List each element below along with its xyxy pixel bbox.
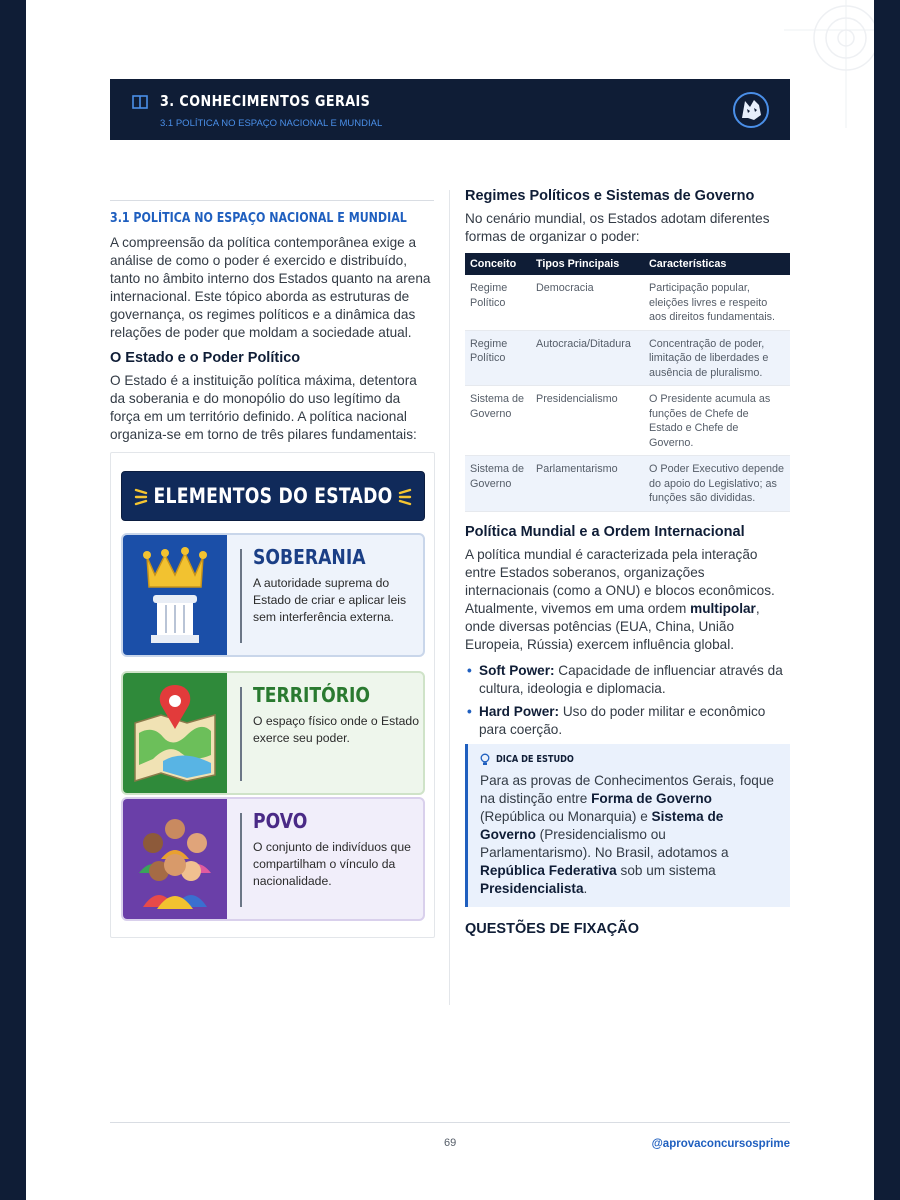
body-paragraph: O Estado é a instituição política máxima, detentora da soberania e do monopólio do uso legítimo da força em um território definido. A política nacional organiza-se em torno de três pilares fundamentais: — [110, 373, 417, 442]
wolf-logo-icon — [732, 91, 770, 129]
crown-column-icon — [123, 535, 227, 655]
table-row — [465, 330, 790, 386]
bold-term: multipolar — [690, 600, 756, 616]
table-cell: Sistema de Governo — [465, 386, 531, 456]
chevron-left-icon — [398, 486, 412, 508]
table-cell: Democracia — [531, 275, 644, 330]
table-header: Características — [644, 253, 790, 275]
table-cell: Autocracia/Ditadura — [531, 330, 644, 386]
card-description: O espaço físico onde o Estado exerce seu poder. — [253, 714, 419, 745]
table-cell: O Presidente acumula as funções de Chefe de Estado e Chefe de Governo. — [644, 386, 790, 456]
table-header: Conceito — [465, 253, 531, 275]
chevron-right-icon — [134, 486, 148, 508]
chapter-subtitle: 3.1 POLÍTICA NO ESPAÇO NACIONAL E MUNDIAL — [160, 118, 383, 129]
elements-infographic — [110, 452, 435, 938]
bold-term: Soft Power: — [479, 662, 555, 678]
text-run: A política mundial é caracterizada pela interação entre Estados soberanos, organizações internacionais (como a ONU) e blocos econômicos. Atualmente, vivemos em uma ordem — [465, 546, 775, 616]
social-handle: @aprovaconcursosprime — [651, 1138, 790, 1150]
bold-term: Sistema de Governo — [480, 808, 724, 842]
card-separator — [240, 687, 242, 781]
table-row — [465, 386, 790, 456]
card-territorio — [121, 671, 425, 795]
table-cell: Parlamentarismo — [531, 456, 644, 512]
regimes-title: Regimes Políticos e Sistemas de Governo — [465, 188, 755, 204]
left-column — [110, 200, 434, 938]
text-run: Uso do poder militar e econômico para coerção. — [479, 703, 766, 737]
table-cell: O Poder Executivo depende do apoio do Legislativo; as funções são divididas. — [644, 456, 790, 512]
text-run: , onde diversas potências (EUA, China, União Europeia, Rússia) exercem influência global. — [465, 600, 760, 652]
regimes-table — [465, 253, 790, 512]
text-run: Capacidade de influenciar através da cultura, ideologia e diplomacia. — [479, 662, 783, 696]
tip-title: DICA DE ESTUDO — [496, 753, 574, 765]
tip-header — [480, 753, 780, 766]
chapter-title: 3. CONHECIMENTOS GERAIS — [160, 92, 371, 110]
infographic-title: ELEMENTOS DO ESTADO — [153, 484, 393, 508]
card-title: TERRITÓRIO — [253, 683, 371, 707]
table-header: Tipos Principais — [531, 253, 644, 275]
table-header-row — [465, 253, 790, 275]
section-title: 3.1 POLÍTICA NO ESPAÇO NACIONAL E MUNDIAL — [110, 211, 407, 226]
table-row — [465, 456, 790, 512]
table-cell: Regime Político — [465, 275, 531, 330]
people-group-icon — [123, 799, 227, 919]
map-pin-icon — [123, 673, 227, 793]
world-order-title: Política Mundial e a Ordem Internacional — [465, 523, 745, 540]
chapter-header — [110, 79, 790, 140]
card-povo — [121, 797, 425, 921]
card-separator — [240, 549, 242, 643]
table-cell: Regime Político — [465, 330, 531, 386]
bold-term: República Federativa — [480, 862, 617, 878]
footer-rule — [110, 1122, 790, 1123]
table-cell: Concentração de poder, limitação de liberdades e ausência de pluralismo. — [644, 330, 790, 386]
list-item — [465, 662, 790, 698]
text-run: sob um sistema — [616, 862, 716, 878]
card-title: SOBERANIA — [253, 545, 366, 569]
lightbulb-icon — [480, 753, 490, 766]
regimes-intro: No cenário mundial, os Estados adotam diferentes formas de organizar o poder: — [465, 211, 770, 244]
subheading: O Estado e o Poder Político — [110, 350, 301, 366]
bold-term: Presidencialista — [480, 880, 584, 896]
power-list — [465, 662, 790, 739]
text-run: (República ou Monarquia) e — [480, 808, 652, 824]
card-soberania — [121, 533, 425, 657]
study-tip-box — [465, 744, 790, 907]
page-number: 69 — [444, 1137, 457, 1149]
text-run: . — [583, 880, 588, 896]
column-divider — [449, 190, 450, 1005]
text-run: (Presidencialismo ou Parlamentarismo). No Brasil, adotamos a — [480, 826, 729, 860]
right-column — [465, 188, 790, 937]
bold-term: Forma de Governo — [591, 790, 712, 806]
card-description: O conjunto de indivíduos que compartilham o vínculo da nacionalidade. — [253, 840, 411, 888]
exercises-heading: QUESTÕES DE FIXAÇÃO — [465, 920, 640, 937]
card-separator — [240, 813, 242, 907]
table-cell: Presidencialismo — [531, 386, 644, 456]
tip-text — [480, 772, 780, 898]
text-run: Para as provas de Conhecimentos Gerais, foque na distinção entre — [480, 772, 774, 806]
card-title: POVO — [253, 809, 308, 833]
section-rule — [110, 200, 434, 201]
book-icon — [132, 95, 148, 109]
decorative-target-icon — [784, 0, 874, 130]
bold-term: Hard Power: — [479, 703, 560, 719]
intro-paragraph: A compreensão da política contemporânea exige a análise de como o poder é exercido e distribuído, tanto no âmbito interno dos Estados quanto na arena internacional. Este tópico aborda as estruturas de governança, os regimes políticos e a dinâmica das relações de poder que moldam a sociedade atual. — [110, 235, 431, 340]
table-cell: Participação popular, eleições livres e respeito aos direitos fundamentais. — [644, 275, 790, 330]
infographic-banner — [121, 471, 425, 521]
list-item — [465, 703, 790, 739]
world-order-paragraph — [465, 546, 790, 654]
card-description: A autoridade suprema do Estado de criar e aplicar leis sem interferência externa. — [253, 576, 407, 624]
table-row — [465, 275, 790, 330]
table-cell: Sistema de Governo — [465, 456, 531, 512]
document-page — [26, 0, 874, 1200]
